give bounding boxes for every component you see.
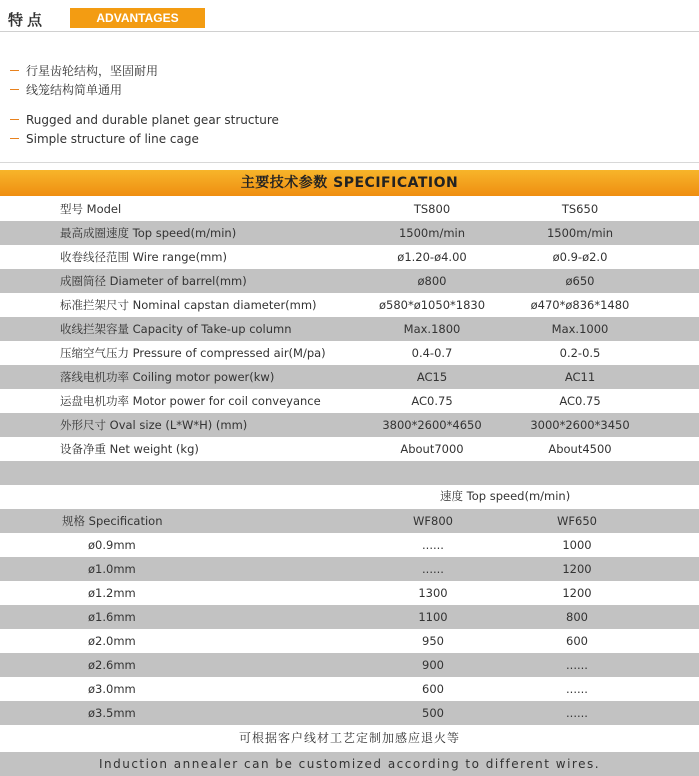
speed-label: ø1.0mm bbox=[88, 562, 136, 576]
spec-spacer-row bbox=[0, 461, 699, 485]
speed-header-label: 规格 Specification bbox=[62, 514, 163, 528]
spec-row bbox=[0, 197, 699, 221]
speed-value-a: 1300 bbox=[418, 586, 448, 600]
speed-value-b: 800 bbox=[566, 610, 588, 624]
speed-value-a: ...... bbox=[422, 538, 444, 552]
spec-label: 型号 Model bbox=[60, 202, 122, 216]
speed-row bbox=[0, 653, 699, 677]
spec-label: 设备净重 Net weight (kg) bbox=[60, 442, 199, 456]
speed-label: ø1.6mm bbox=[88, 610, 136, 624]
dash-icon bbox=[10, 138, 19, 139]
speed-label: ø1.2mm bbox=[88, 586, 136, 600]
spec-value-b: Max.1000 bbox=[551, 322, 609, 336]
spec-label: 最高成圈速度 Top speed(m/min) bbox=[60, 226, 237, 240]
spec-label: 收卷线径范围 Wire range(mm) bbox=[60, 250, 227, 264]
speed-value-a: 500 bbox=[422, 706, 444, 720]
spec-label: 落线电机功率 Coiling motor power(kw) bbox=[60, 370, 275, 384]
advantage-item: 行星齿轮结构，坚固耐用 bbox=[10, 62, 158, 79]
spec-value-b: About4500 bbox=[548, 442, 612, 456]
spec-value-a: 0.4-0.7 bbox=[411, 346, 453, 360]
speed-row bbox=[0, 533, 699, 557]
speed-table-heading: 速度 Top speed(m/min) bbox=[440, 489, 571, 503]
spec-row bbox=[0, 245, 699, 269]
spec-value-b: 3000*2600*3450 bbox=[530, 418, 630, 432]
speed-value-b: ...... bbox=[566, 682, 588, 696]
spec-label: 成圈筒径 Diameter of barrel(mm) bbox=[60, 274, 247, 288]
speed-row bbox=[0, 677, 699, 701]
speed-row bbox=[0, 557, 699, 581]
section-divider bbox=[0, 162, 699, 163]
spec-row bbox=[0, 341, 699, 365]
spec-value-b: AC0.75 bbox=[559, 394, 601, 408]
spec-row bbox=[0, 317, 699, 341]
spec-value-b: ø650 bbox=[565, 274, 595, 288]
spec-value-b: AC11 bbox=[564, 370, 596, 384]
advantages-title: 特点 bbox=[8, 11, 47, 29]
speed-value-b: 1200 bbox=[562, 562, 592, 576]
spec-value-a: AC0.75 bbox=[411, 394, 453, 408]
footer-note-cn: 可根据客户线材工艺定制加感应退火等 bbox=[238, 731, 460, 745]
speed-value-a: 950 bbox=[422, 634, 444, 648]
spec-value-b: ø0.9-ø2.0 bbox=[552, 250, 608, 264]
speed-value-a: 1100 bbox=[418, 610, 448, 624]
spec-value-b: TS650 bbox=[561, 202, 599, 216]
spec-label: 外形尺寸 Oval size (L*W*H) (mm) bbox=[60, 418, 248, 432]
speed-value-b: 1000 bbox=[562, 538, 592, 552]
speed-row bbox=[0, 629, 699, 653]
specification-banner: 主要技术参数 SPECIFICATION bbox=[0, 170, 699, 196]
spec-row bbox=[0, 221, 699, 245]
spec-row bbox=[0, 269, 699, 293]
speed-row bbox=[0, 701, 699, 725]
spec-row bbox=[0, 389, 699, 413]
speed-header-a: WF800 bbox=[413, 514, 453, 528]
speed-value-b: ...... bbox=[566, 658, 588, 672]
speed-row bbox=[0, 605, 699, 629]
spec-label: 压缩空气压力 Pressure of compressed air(M/pa) bbox=[60, 346, 326, 360]
advantages-header bbox=[0, 0, 699, 40]
speed-value-b: 600 bbox=[566, 634, 588, 648]
spec-value-a: 1500m/min bbox=[398, 226, 466, 240]
speed-value-a: 900 bbox=[422, 658, 444, 672]
speed-value-a: ...... bbox=[422, 562, 444, 576]
advantage-item: 线笼结构简单通用 bbox=[10, 81, 122, 98]
spec-value-a: About7000 bbox=[400, 442, 464, 456]
spec-label: 标准拦架尺寸 Nominal capstan diameter(mm) bbox=[60, 298, 317, 312]
dash-icon bbox=[10, 70, 19, 71]
spec-value-a: ø580*ø1050*1830 bbox=[378, 298, 486, 312]
speed-label: ø3.5mm bbox=[88, 706, 136, 720]
spec-value-a: ø800 bbox=[417, 274, 447, 288]
speed-value-b: ...... bbox=[566, 706, 588, 720]
dash-icon bbox=[10, 89, 19, 90]
advantage-item: Rugged and durable planet gear structure bbox=[10, 113, 279, 127]
spec-value-b: 1500m/min bbox=[546, 226, 614, 240]
footer-note-en: Induction annealer can be customized according to different wires. bbox=[0, 752, 699, 776]
speed-label: ø0.9mm bbox=[88, 538, 136, 552]
speed-label: ø3.0mm bbox=[88, 682, 136, 696]
speed-header-b: WF650 bbox=[557, 514, 597, 528]
spec-value-b: 0.2-0.5 bbox=[559, 346, 601, 360]
spec-label: 运盘电机功率 Motor power for coil conveyance bbox=[60, 394, 321, 408]
spec-value-b: ø470*ø836*1480 bbox=[530, 298, 630, 312]
speed-value-a: 600 bbox=[422, 682, 444, 696]
advantage-item: Simple structure of line cage bbox=[10, 132, 199, 146]
spec-value-a: AC15 bbox=[416, 370, 448, 384]
speed-row bbox=[0, 581, 699, 605]
speed-label: ø2.0mm bbox=[88, 634, 136, 648]
speed-value-b: 1200 bbox=[562, 586, 592, 600]
header-divider bbox=[0, 31, 699, 32]
spec-value-a: ø1.20-ø4.00 bbox=[397, 250, 467, 264]
dash-icon bbox=[10, 119, 19, 120]
spec-row bbox=[0, 293, 699, 317]
speed-label: ø2.6mm bbox=[88, 658, 136, 672]
advantages-tag: ADVANTAGES bbox=[70, 8, 205, 28]
spec-row bbox=[0, 413, 699, 437]
spec-value-a: Max.1800 bbox=[403, 322, 461, 336]
spec-row bbox=[0, 365, 699, 389]
spec-value-a: TS800 bbox=[413, 202, 451, 216]
spec-label: 收线拦架容量 Capacity of Take-up column bbox=[60, 322, 292, 336]
spec-row bbox=[0, 437, 699, 461]
speed-header-row bbox=[0, 509, 699, 533]
spec-value-a: 3800*2600*4650 bbox=[382, 418, 482, 432]
